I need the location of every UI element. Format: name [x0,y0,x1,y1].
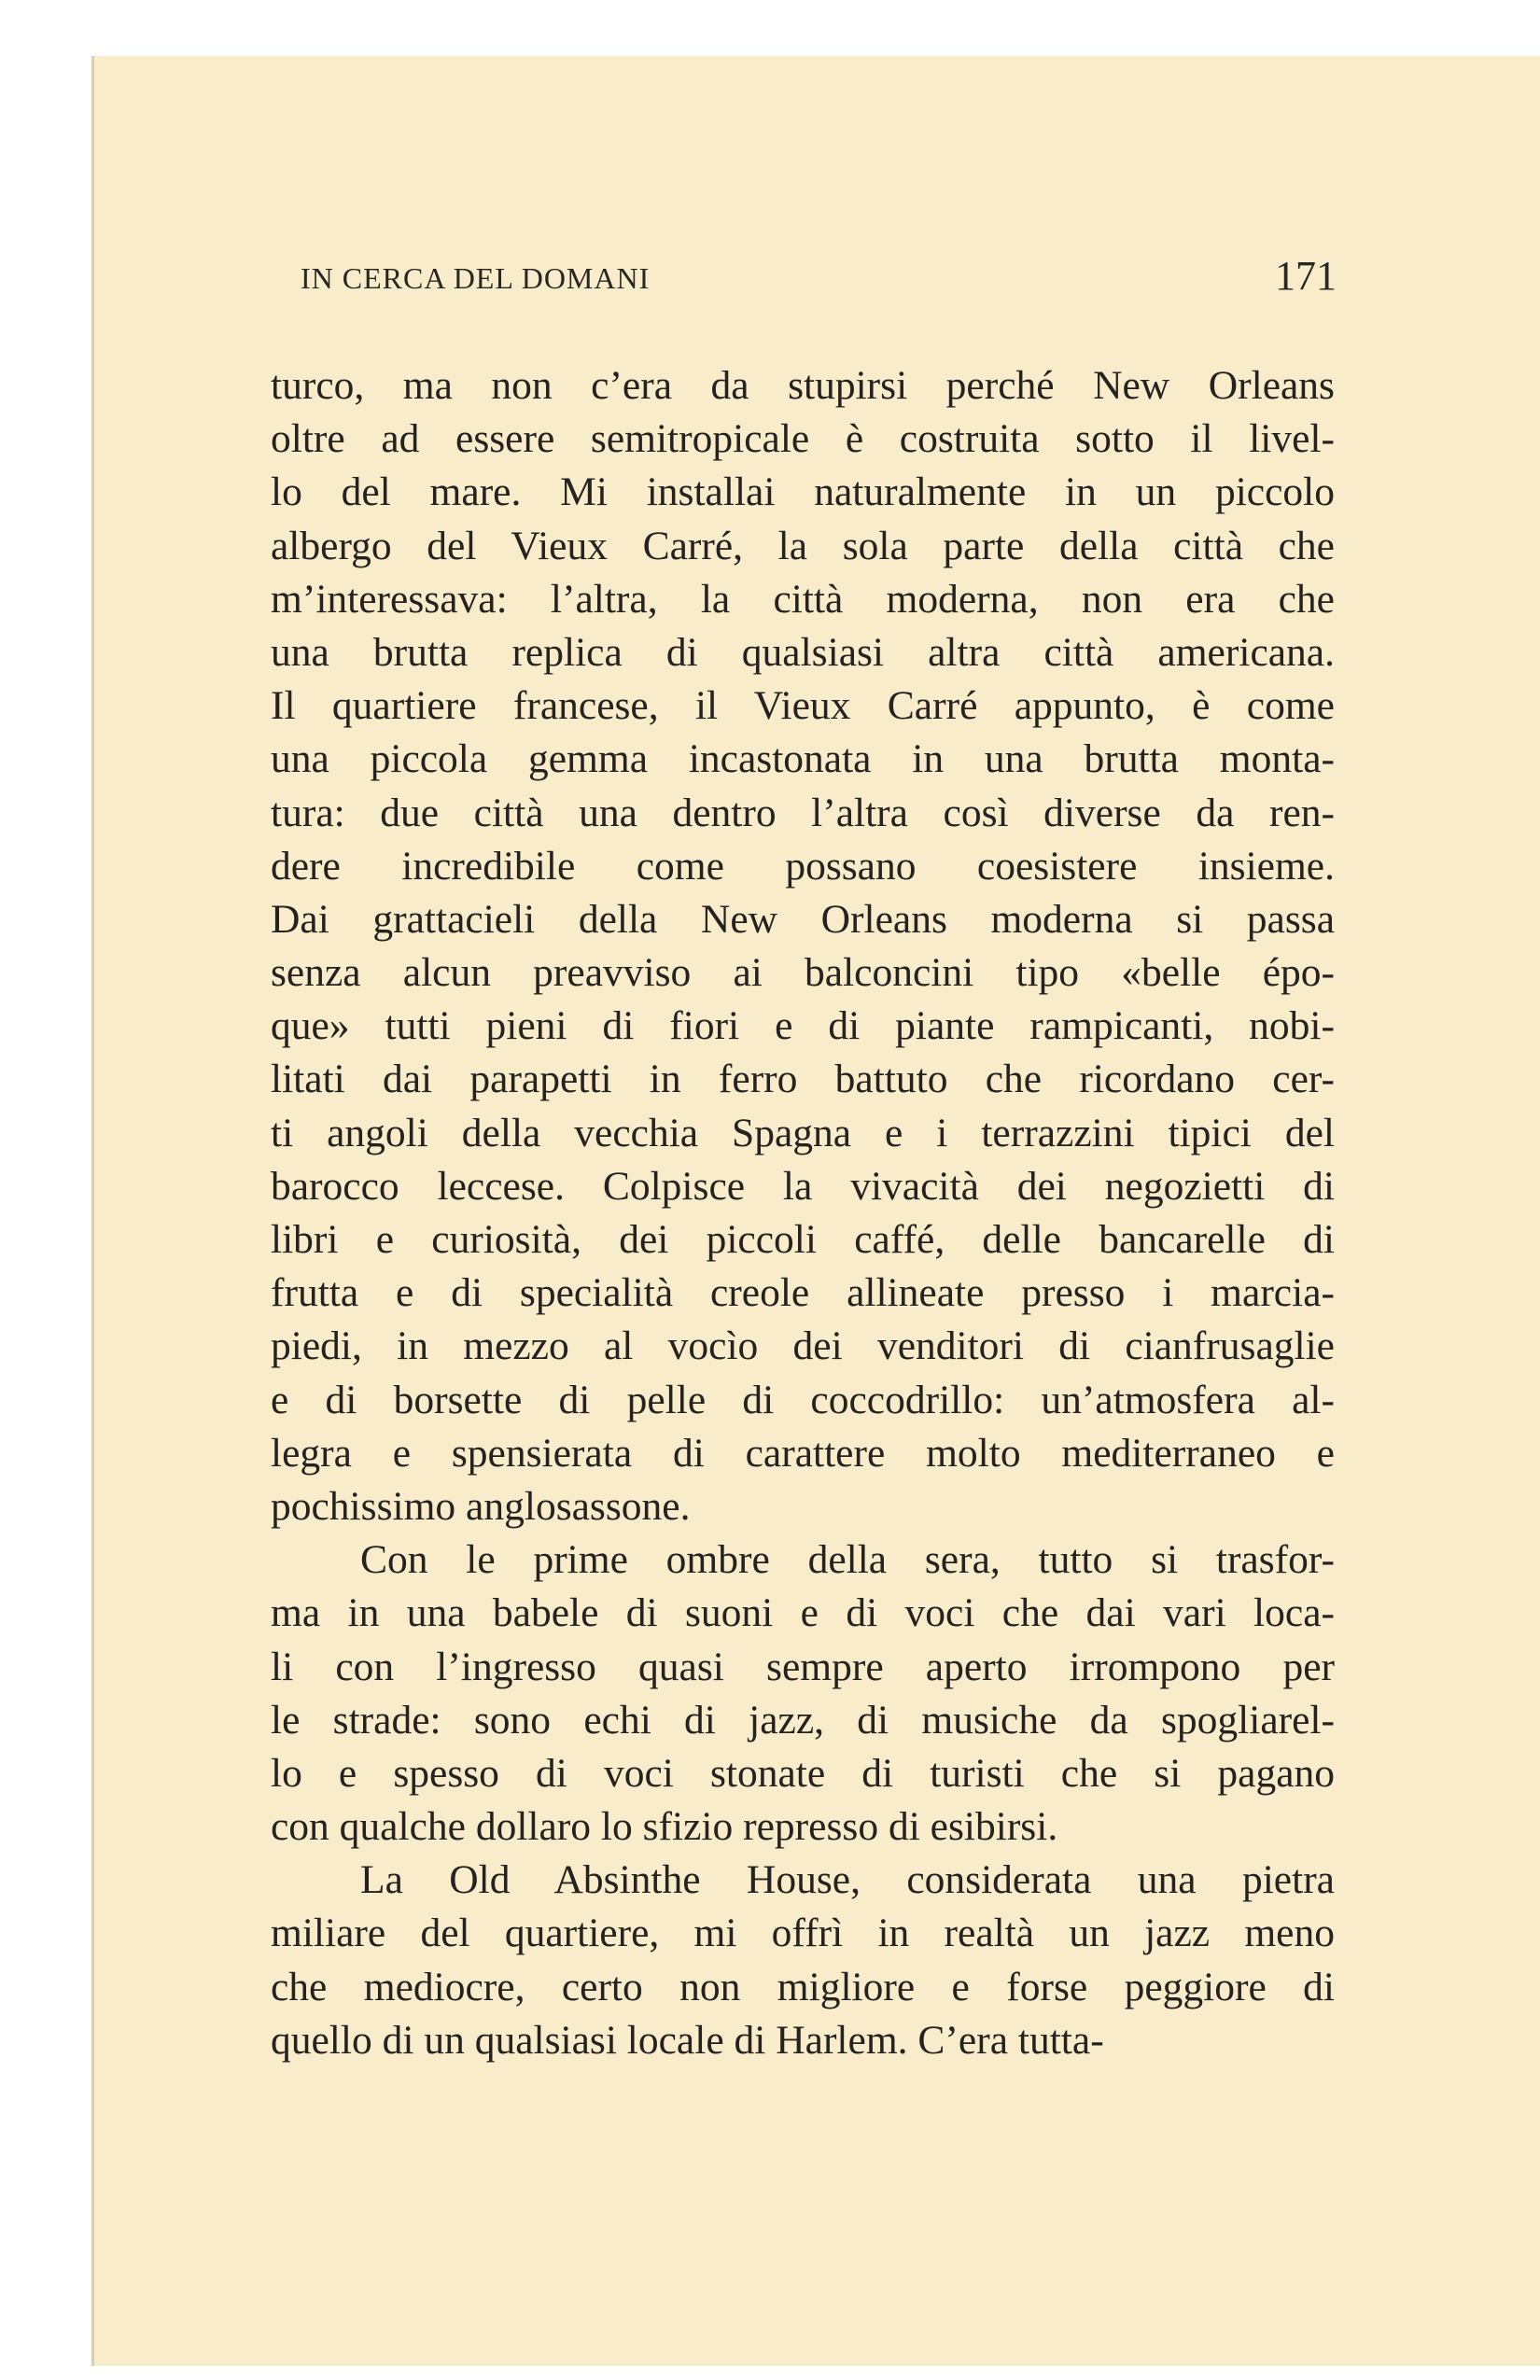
text-line: lo e spesso di voci stonate di turisti che si pagano [271,1750,1335,1796]
text-line: La Old Absinthe House, considerata una pietra [360,1857,1335,1903]
text-line: Con le prime ombre della sera, tutto si trasfor- [360,1537,1335,1583]
text-line: una piccola gemma incastonata in una brutta monta- [271,736,1335,782]
text-line: dere incredibile come possano coesistere insieme. [271,843,1335,889]
text-line: frutta e di specialità creole allineate presso i marcia- [271,1270,1335,1316]
text-line: tura: due città una dentro l’altra così diverse da ren- [271,790,1335,835]
text-line: quello di un qualsiasi locale di Harlem. C’era tutta- [271,2017,1104,2063]
text-line: miliare del quartiere, mi offrì in realtà un jazz meno [271,1911,1335,1956]
running-title: IN CERCA DEL DOMANI [301,261,651,295]
paragraph [271,359,1335,1533]
text-line: m’interessava: l’altra, la città moderna, non era che [271,576,1335,622]
text-line: piedi, in mezzo al vocìo dei venditori di cianfrusaglie [271,1323,1335,1369]
paragraph [271,1854,1335,2067]
text-line: le strade: sono echi di jazz, di musiche da spogliarel- [271,1697,1335,1743]
page-number: 171 [1275,253,1337,299]
text-line: litati dai parapetti in ferro battuto che ricordano cer- [271,1057,1335,1102]
text-line: che mediocre, certo non migliore e forse peggiore di [271,1964,1335,2009]
text-line: Il quartiere francese, il Vieux Carré appunto, è come [271,683,1335,729]
text-line: oltre ad essere semitropicale è costruita sotto il livel- [271,416,1335,462]
text-line: pochissimo anglosassone. [271,1483,691,1529]
text-line: lo del mare. Mi installai naturalmente in un piccolo [271,469,1335,515]
text-line: albergo del Vieux Carré, la sola parte della città che [271,523,1335,568]
text-line: Dai grattacieli della New Orleans moderna si passa [271,896,1335,942]
text-line: legra e spensierata di carattere molto mediterraneo e [271,1430,1335,1476]
text-line: turco, ma non c’era da stupirsi perché New Orleans [271,363,1335,408]
text-line: li con l’ingresso quasi sempre aperto irrompono per [271,1644,1335,1689]
body-text [271,359,1335,2067]
text-line: barocco leccese. Colpisce la vivacità dei negozietti di [271,1163,1335,1209]
text-line: e di borsette di pelle di coccodrillo: un’atmosfera al- [271,1377,1335,1422]
text-line: que» tutti pieni di fiori e di piante rampicanti, nobi- [271,1003,1335,1049]
text-line: ma in una babele di suoni e di voci che dai vari loca- [271,1590,1335,1636]
text-line: senza alcun preavviso ai balconcini tipo «belle épo- [271,950,1335,996]
text-line: libri e curiosità, dei piccoli caffé, delle bancarelle di [271,1217,1335,1262]
text-line: con qualche dollaro lo sfizio represso di esibirsi. [271,1804,1058,1850]
text-line: ti angoli della vecchia Spagna e i terrazzini tipici del [271,1110,1335,1155]
running-head [301,252,1337,308]
paragraph [271,1533,1335,1854]
text-line: una brutta replica di qualsiasi altra città americana. [271,629,1335,675]
